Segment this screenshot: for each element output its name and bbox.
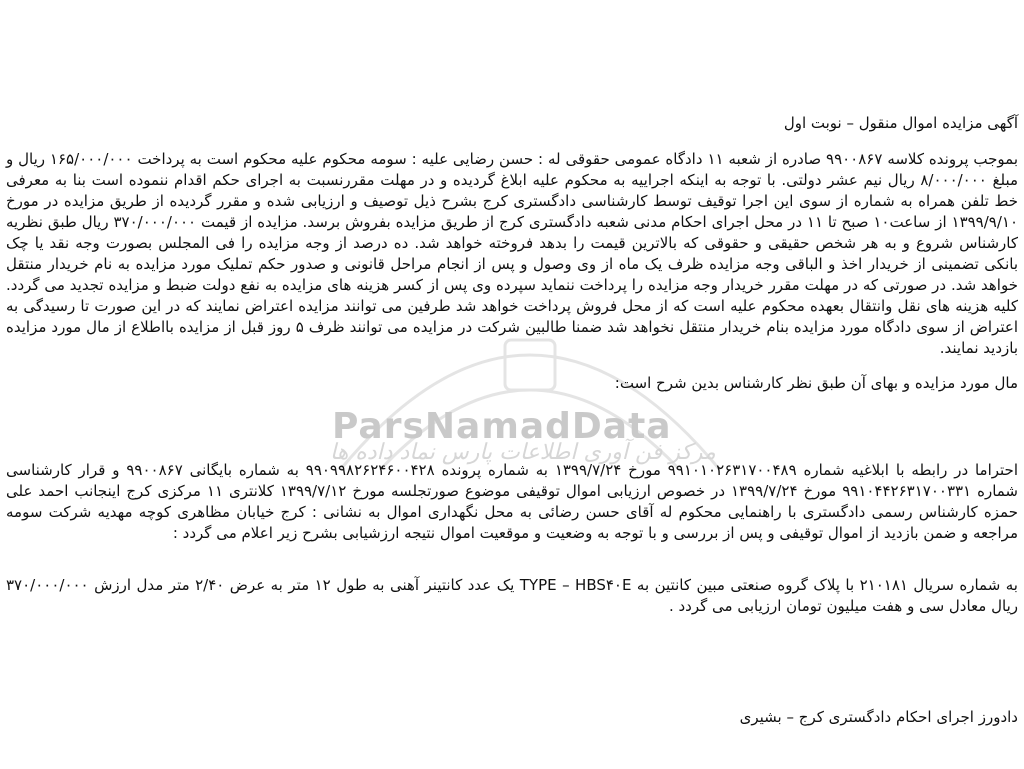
watermark-subtitle: مرکز فن آوری اطلاعات پارس نماد داده ها [330, 440, 716, 465]
signature: دادورز اجرای احکام دادگستری کرج – بشیری [739, 708, 1018, 726]
page-title: آگهی مزایده اموال منقول – نوبت اول [783, 114, 1018, 132]
paragraph-expert-report: احتراما در رابطه با ابلاغیه شماره ۹۹۱۰۱۰۲۶۳۱۷۰۰۴۸۹ مورخ ۱۳۹۹/۷/۲۴ به شماره پرونده ۹۹۰۹۹۸۲۶۲۴۶۰۰۴۲۸ به شماره بایگانی ۹۹۰۰۸۶۷ و قرار کارشناسی شماره ۹۹۱۰۴۴۲۶۳۱۷۰۰۳۳۱ مورخ ۱۳۹۹/۷/۲۴ در خصوص ارزیابی اموال توقیفی موضوع صورتجلسه مورخ ۱۳۹۹/۷/۱۲ کلانتری ۱۱ مرکزی کرج اینجانب احمد علی حمزه کارشناس رسمی دادگستری با راهنمایی محکوم له آقای حسن رضائی به محل نگهداری اموال به نشانی : کرج خیابان مظاهری کوچه مهدیه شرکت سومه مراجعه و ضمن بازدید از اموال توقیفی و پس از بررسی و با توجه به وضعیت و موقعیت اموال نتیجه ارزشیابی بشرح زیر اعلام می گردد : [6, 461, 1019, 542]
paragraph-item-valuation: به شماره سریال ۲۱۰۱۸۱ با پلاک گروه صنعتی مبین کانتین به TYPE – HBS۴۰E یک عدد کانتینر آهنی به طول ۱۲ متر به عرض ۲/۴۰ متر مدل ارزش ۳۷۰/۰۰۰/۰۰۰ ریال معادل سی و هفت میلیون تومان ارزیابی می گردد . [6, 576, 1018, 615]
paragraph-item-intro: مال مورد مزایده و بهای آن طبق نظر کارشناس بدین شرح است: [614, 374, 1018, 392]
paragraph-auction-terms: بموجب پرونده کلاسه ۹۹۰۰۸۶۷ صادره از شعبه ۱۱ دادگاه عمومی حقوقی له : حسن رضایی علیه : سومه محکوم علیه محکوم است به پرداخت ۱۶۵/۰۰۰/۰۰۰ ریال و مبلغ ۸/۰۰۰/۰۰۰ ریال نیم عشر دولتی. با توجه به اینکه اجراییه به محکوم علیه ابلاغ گردیده و در مهلت مقررنسبت به اجرای حکم اقدام ننموده است بنا به معرفی خط تلفن همراه به شماره از سوی این اجرا توقیف توسط کارشناسی دادگستری کرج بشرح ذیل توصیف و ارزیابی شده و مقرر گردیده از طریق مزایده در مورخ ۱۳۹۹/۹/۱۰ از ساعت۱۰ صبح تا ۱۱ در محل اجرای احکام مدنی شعبه دادگستری کرج از طریق مزایده بفروش برسد. مزایده از قیمت ۳۷۰/۰۰۰/۰۰۰ ریال طبق نظریه کارشناس شروع و به هر شخص حقیقی و حقوقی که بالاترین قیمت را بدهد فروخته خواهد شد. ده درصد از وجه مزایده را فی المجلس بصورت وجه نقد یا چک بانکی تضمینی از خریدار اخذ و الباقی وجه مزایده ظرف یک ماه از وی وصول و پس از انجام مراحل قانونی و صدور حکم تملیک مورد مزایده به نام خریدار منتقل خواهد شد. در صورتی که در مهلت مقرر خریدار وجه مزایده را پرداخت ننماید سپرده وی پس از کسر هزینه های مزایده به نفع دولت ضبط و مزایده تجدید می گردد. کلیه هزینه های نقل وانتقال بعهده محکوم علیه است که از محل فروش پرداخت خواهد شد طرفین می توانند مزایده اعتراض نمایند که در این صورت تا رسیدگی به اعتراض از سوی دادگاه مورد مزایده بنام خریدار منتقل نخواهد شد ضمنا طالبین شرکت در مزایده می توانند ظرف ۵ روز قبل از مزایده بااطلاع از مال مورد مزایده بازدید نمایند. [6, 150, 1019, 357]
watermark-brand: ParsNamadData [332, 406, 672, 447]
